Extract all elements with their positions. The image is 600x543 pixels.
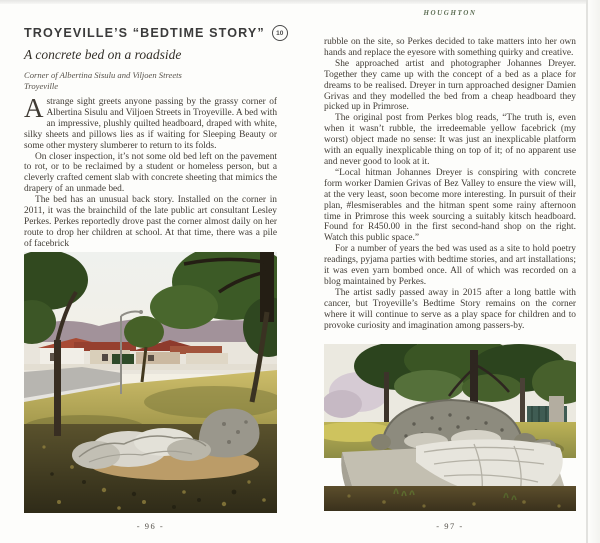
story-location-line2: Troyeville <box>24 80 59 91</box>
paragraph: On closer inspection, it’s not some old bed left on the pavement to rot, or to be reclaimed by a student or homeless person, but a cleverly crafted cement slab with concrete sheeting that mimics the drapery of an unmade bed. <box>24 151 277 195</box>
page-number-left: - 96 - <box>136 521 165 531</box>
right-page <box>324 0 576 543</box>
paragraph: “Local hitman Johannes Dreyer is conspiring with concrete form worker Damien Grivas of Bez Valley to ensure the view will, at the very least, soon become more interesting. In pursuit of their plan, #lesmiserables and the hitman spent some rainy afternoon time in Primrose this week sourcing a suitably kitsch headboard. Found for R450.00 in the first second-hand shop on the right. Watch this public space.” <box>324 167 576 244</box>
page-edge-shading <box>588 0 600 543</box>
paragraph: The artist sadly passed away in 2015 after a long battle with cancer, but Troyeville’s Bedtime Story remains on the corner where it will continue to serve as a play space for children and to provoke curiosity and imagination among passers-by. <box>324 287 576 331</box>
story-number-badge: 10 <box>272 25 288 41</box>
paragraph <box>24 93 278 152</box>
story-title-row <box>24 25 284 41</box>
left-photo-park-scene <box>24 252 277 513</box>
story-location-line1: Corner of Albertina Sisulu and Viljoen Streets <box>24 70 182 80</box>
right-body-text <box>324 37 576 331</box>
running-header: HOUGHTON <box>423 9 477 17</box>
page-number-right: - 97 - <box>436 521 464 531</box>
paragraph: rubble on the site, so Perkes decided to take matters into her own hands and replace the eyesore with something quirky and creative. <box>324 37 576 58</box>
paragraph: For a number of years the bed was used as a site to hold poetry readings, pyjama parties with bedtime stories, and art installations; it was even yarn bombed once. All of which was recorded on a blog maintained by Perkes. <box>324 244 576 287</box>
drop-cap: A <box>24 93 44 123</box>
right-photo-illustration <box>324 344 576 511</box>
left-page <box>24 0 284 543</box>
paragraph: The original post from Perkes blog reads, “The truth is, even when it wasn’t rubble, the irredeemable yellow facebrick (my worst) object made no sense: It was just an inexplicable platform with an equally inexplicable thing on top of it; of no apparent use and never good to look at it. <box>324 113 576 167</box>
left-body-text <box>24 93 278 250</box>
story-location <box>24 70 182 91</box>
left-photo-illustration <box>24 252 277 513</box>
page-edge-right <box>586 0 588 543</box>
paragraph: She approached artist and photographer Johannes Dreyer. Together they came up with the concept of a bed as a place for dreams to be realised. Dreyer in turn approached designer Damien Grivas and they modelled the bed from a cheap headboard they picked up in Primrose. <box>324 58 576 113</box>
right-photo-concrete-bed <box>324 344 576 511</box>
paragraph: The bed has an unusual back story. Installed on the corner in 2011, it was the brainchild of the late public art consultant Lesley Perkes. Perkes reportedly drove past the corner almost daily on her route to drop her children at school. At that time, there was a pile of facebrick <box>24 195 277 249</box>
paragraph-text: strange sight greets anyone passing by the grassy corner of Albertina Sisulu and Viljoen Streets in Troyeville. A bed with an impressive, plushly quilted headboard, draped with white, silky sheets and pillows lies as if waiting for Sleeping Beauty or some other mystery slumberer to return to its folds. <box>24 97 278 151</box>
story-title: TROYEVILLE’S “BEDTIME STORY” <box>24 26 265 40</box>
story-subtitle: A concrete bed on a roadside <box>24 47 182 62</box>
